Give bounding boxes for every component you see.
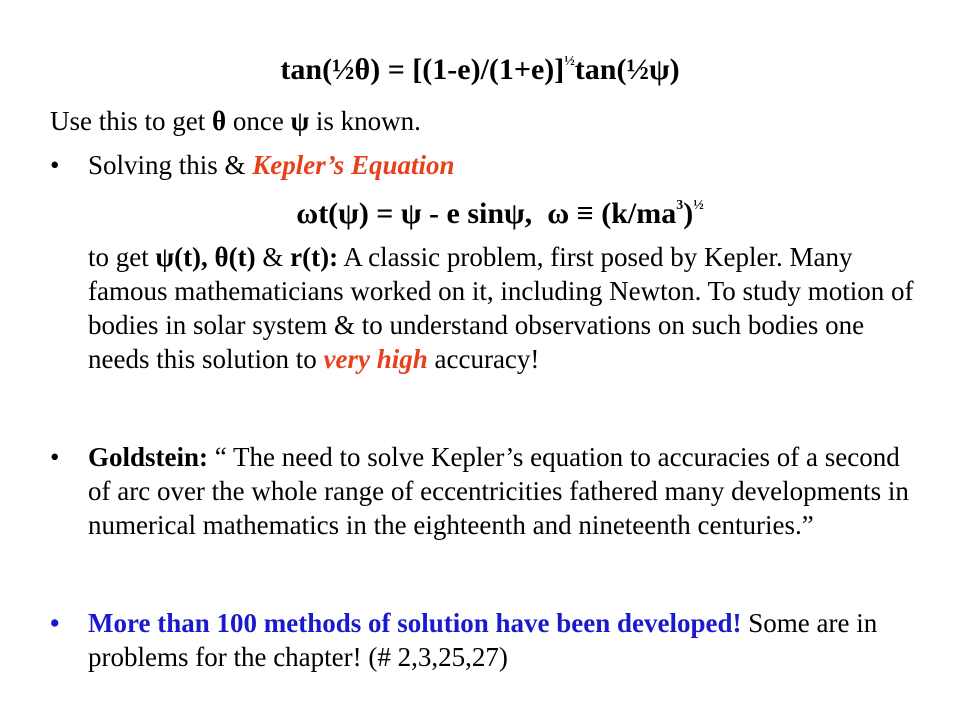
- intro-psi: ψ: [290, 106, 310, 136]
- methods-post: Some are in problems for the chapter! (# 2,3,25,27): [88, 608, 878, 672]
- classic-problem-paragraph: [88, 240, 918, 376]
- bullet-dot: •: [50, 608, 60, 638]
- bullet-dot: •: [50, 442, 60, 472]
- methods-emphasis: More than 100 methods of solution have been developed!: [88, 608, 742, 638]
- intro-line: [50, 104, 421, 138]
- bullet-solving: [50, 148, 910, 182]
- omega-definition-main: ω ≡ (k/ma: [547, 197, 677, 230]
- goldstein-quote: “ The need to solve Kepler’s equation to accuracies of a second of arc over the whole range of eccentricities fathered many developments in numerical mathematics in the eighteenth and nineteenth centuries.”: [88, 442, 909, 540]
- bullet-dot: •: [50, 150, 60, 180]
- bullet-solving-text: [88, 148, 910, 182]
- para-pre: to get: [88, 242, 156, 272]
- intro-pre: Use this to get: [50, 106, 212, 136]
- para-body: A classic problem, first posed by Kepler. Many famous mathematicians worked on it, including Newton. To study motion of bodies in solar system & to understand observations on such bodies one needs this solution to: [88, 242, 914, 374]
- half-angle-equation-exponent: ½: [564, 54, 575, 69]
- para-functions: ψ(t), θ(t): [155, 242, 256, 272]
- omega-exponent-half: ½: [693, 198, 704, 213]
- bullet-goldstein: [50, 440, 910, 542]
- para-amp: &: [255, 242, 291, 272]
- half-angle-equation-main: tan(½θ) = [(1-e)/(1+e)]: [280, 53, 565, 86]
- keplers-equation-left: ωt(ψ) = ψ - e sinψ,: [296, 197, 533, 230]
- half-angle-equation: [0, 52, 960, 88]
- keplers-equation-label: Kepler’s Equation: [252, 150, 455, 180]
- bullet-solving-pre: Solving this &: [88, 150, 253, 180]
- para-r-of-t: r(t):: [290, 242, 339, 272]
- intro-post: is known.: [309, 106, 421, 136]
- goldstein-name: Goldstein:: [88, 442, 209, 472]
- bullet-methods-text: [88, 606, 910, 674]
- omega-definition: [547, 197, 704, 230]
- bullet-methods: [50, 606, 910, 674]
- intro-theta: θ: [212, 106, 227, 136]
- bullet-goldstein-text: [88, 440, 910, 542]
- very-high-emphasis: very high: [323, 344, 428, 374]
- omega-definition-close: ): [683, 197, 694, 230]
- para-post: accuracy!: [427, 344, 540, 374]
- half-angle-equation-tail: tan(½ψ): [574, 53, 680, 86]
- omega-exponent-three: 3: [676, 198, 684, 213]
- intro-mid: once: [226, 106, 291, 136]
- keplers-equation: [0, 196, 960, 232]
